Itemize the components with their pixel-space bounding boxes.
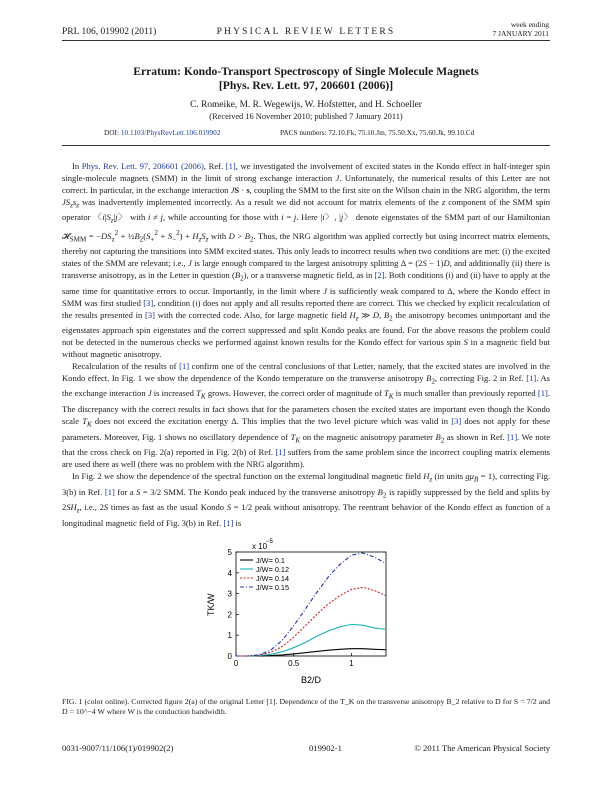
legend-label-1: J/W= 0.12 [256, 565, 290, 574]
original-letter-link[interactable]: Phys. Rev. Lett. 97, 206601 (2006) [81, 161, 204, 171]
legend-label-3: J/W= 0.15 [256, 583, 290, 592]
abstract-rule [62, 145, 550, 146]
week-ending-date: 7 JANUARY 2011 [492, 28, 549, 38]
doi-link[interactable]: 10.1103/PhysRevLett.106.019902 [120, 128, 221, 137]
week-ending-label: week ending [510, 20, 549, 29]
copyright: © 2011 The American Physical Society [414, 743, 550, 753]
doi [104, 128, 220, 137]
title-line-1: Erratum: Kondo-Transport Spectroscopy of Single Molecule Magnets [133, 65, 479, 78]
x-tick-label: 1 [349, 659, 354, 668]
journal-reference: PRL 106, 019902 (2011) [62, 27, 157, 37]
scale-label: x 10 [252, 542, 268, 551]
header-rule [62, 40, 550, 41]
y-tick-label: 0 [227, 652, 232, 661]
page-number: 019902-1 [309, 743, 342, 753]
y-tick-label: 4 [227, 568, 232, 578]
article-body [62, 161, 550, 530]
x-tick-label: 0 [233, 659, 239, 668]
journal-name: PHYSICAL REVIEW LETTERS [216, 27, 396, 37]
pacs-numbers: PACS numbers: 72.10.Fk, 75.10.Jm, 75.50.Xx, 75.60.Jk, 99.10.Cd [280, 128, 475, 137]
tk-vs-b2-chart [200, 530, 400, 700]
body-paragraph-3: In Fig. 2 we show the dependence of the spectral function on the external longitudinal magnetic field $H_z$ (in units $g\mu_B = 1$), correcting Fig. 3(b) in Ref. [1] for a S = 3/2 SMM. The Kondo peak induced by the transverse anisotropy $B_2$ is rapidly suppressed by the field and splits by $2SH_z$, i.e., 2S times as fast as the usual Kondo S = 1/2 peak without anisotropy. The reentrant behavior of the Kondo effect as function of a longitudinal magnetic field of Fig. 3(b) in Ref. [1] is [62, 471, 551, 528]
footer-code: 0031-9007/11/106(1)/019902(2) [62, 743, 174, 753]
legend-label-2: J/W= 0.14 [256, 574, 290, 583]
body-paragraph-2: Recalculation of the results of [1] confirm one of the central conclusions of that Letter, namely, that the excited states are involved in the Kondo effect. In Fig. 1 we show the dependence of the Kondo temperature on the transverse anisotropy $B_2$, correcting Fig. 2 in Ref. [1]. As the exchange interaction J is increased $T_K$ grows. However, the correct order of magnitude of $T_K$ is much smaller than previously reported [1]. The discrepancy with the correct results in fact shows that for the parameters chosen the excited states are important even though the Kondo scale $T_K$ does not exceed the excitation energy Δ. This implies that the two level picture which was valid in [3] does not apply for these parameters. Moreover, Fig. 1 shows no oscillatory dependence of $T_K$ on the magnetic anisotropy parameter $B_2$ as shown in Ref. [1]. We note that the cross check on Fig. 2(a) reported in Fig. 2(b) of Ref. [1] suffers from the same problem since the incorrect coupling matrix elements are used there as well (there was no problem with the NRG algorithm). [62, 360, 551, 470]
received-dates: (Received 16 November 2010; published 7 January 2011) [209, 112, 403, 121]
ref-link[interactable]: [1] [225, 161, 236, 171]
scale-exponent: −5 [266, 539, 273, 545]
x-axis-label: B2/D [300, 675, 322, 685]
y-tick-label: 1 [227, 631, 232, 641]
caption-text: Corrected figure 2(a) of the original Letter [1]. Dependence of the T_K on the transverse anisotropy B_2 relative to D for S = 7/2 and D = 10^−4 W where W is the conduction bandwidth. [62, 697, 550, 716]
y-tick-label: 5 [227, 548, 232, 557]
legend-label-0: J/W= 0.1 [256, 556, 285, 565]
y-tick-label: 3 [227, 589, 232, 599]
article-title [62, 65, 550, 93]
title-line-2: [Phys. Rev. Lett. 97, 206601 (2006)] [218, 79, 394, 92]
week-ending [492, 21, 549, 38]
y-tick-label: 2 [227, 610, 232, 620]
doi-label: DOI: [104, 128, 119, 137]
figure-caption [62, 697, 550, 717]
body-paragraph-1: In Phys. Rev. Lett. 97, 206601 (2006), Ref. [1], we investigated the involvement of excited states in the Kondo effect in half-integer spin single-molecule magnets (SMM) in the limit of strong exchange interaction J. Unfortunately, the numerical results of this Letter are not correct. In particular, in the exchange interaction JS · s, coupling the SMM to the first site on the Wilson chain in the NRG algorithm, the term $JS_zs_z$ was inadvertently implemented incorrectly. As a result we did not account for matrix elements of the z component of the SMM spin operator 〈$i|S_z|j$〉 with i ≠ j, while accounting for those with i = j. Here |i〉, |j〉 denote eigenstates of the SMM part of our Hamiltonian 𝓗$_{SMM}$ = $-DS_z^2$ + $\frac{1}{2}B_2(S_+^2 + S_-^2) + H_zS_z$ with $D > B_2$. Thus, the NRG algorithm was applied correctly but using incorrect matrix elements, thereby not capturing the transitions into SMM excited states. This only leads to incorrect results when two conditions are met: (i) the excited states of the SMM are relevant; i.e., J is large enough compared to the largest anisotropy splitting Δ = (2S − 1)D, and additionally (ii) there is transverse anisotropy, as in the Letter in question $(B_2)$, or a transverse magnetic field, as in [2]. Both conditions (i) and (ii) have to apply at the same time for quantitative errors to occur. Importantly, in the limit where J is sufficiently weak compared to Δ, where the Kondo effect in SMM was first studied [3], condition (i) does not apply and all results reported there are correct. This we checked by explicit recalculation of the results presented in [3] with the corrected code. Also, for large magnetic field $H_z$ ≫ D, $B_2$ the anisotropy becomes unimportant and the eigenstates approach spin eigenstates and the correct suppressed and split Kondo peaks are found. For the above reasons the problem could not be detected in the numerous checks we performed against known results for the Kondo effect for various spin S in a magnetic field but without magnetic anisotropy. [62, 161, 551, 360]
x-tick-label: 0.5 [288, 659, 300, 668]
y-axis-label: TK/W [206, 593, 216, 616]
caption-label: FIG. 1 (color online). [62, 697, 130, 706]
authors: C. Romeike, M. R. Wegewijs, W. Hofstetter, and H. Schoeller [190, 100, 422, 110]
